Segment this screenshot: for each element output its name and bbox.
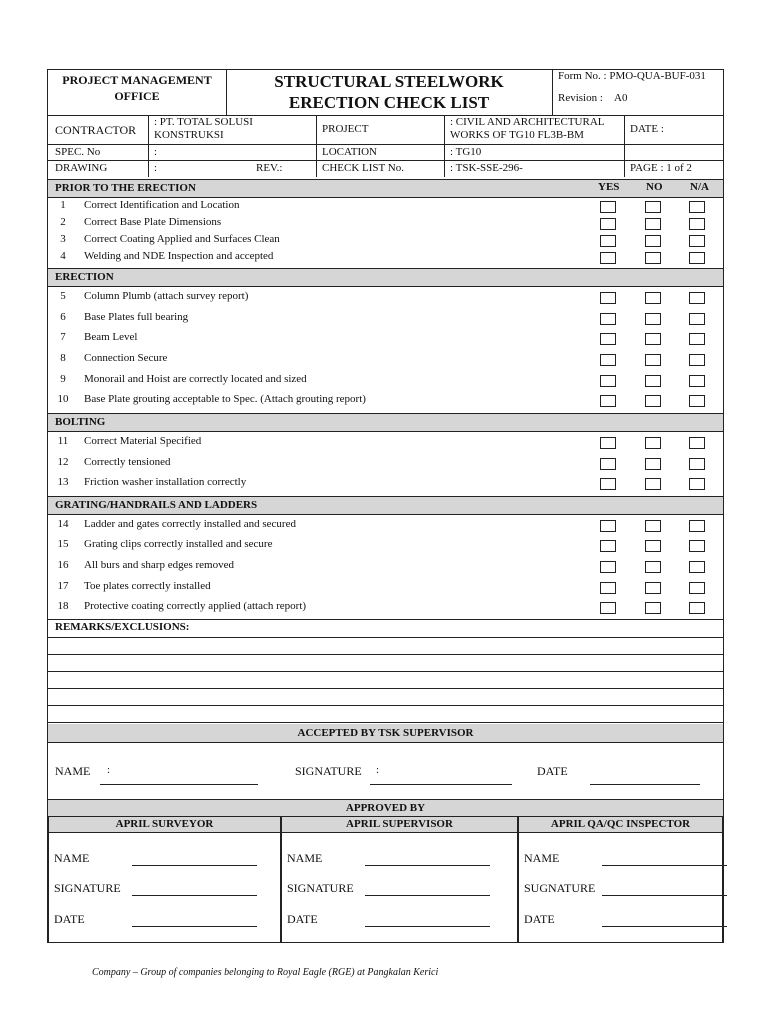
checkbox-no[interactable] bbox=[645, 540, 661, 552]
item-number: 11 bbox=[57, 435, 69, 447]
approver-name-field[interactable] bbox=[602, 853, 727, 866]
item-number: 9 bbox=[60, 373, 66, 385]
item-number: 3 bbox=[60, 233, 66, 245]
checkbox-no[interactable] bbox=[645, 437, 661, 449]
checklist-item bbox=[48, 476, 723, 493]
location-value: : TG10 bbox=[450, 146, 482, 158]
checkbox-na[interactable] bbox=[689, 252, 705, 264]
checkbox-na[interactable] bbox=[689, 478, 705, 490]
item-number: 2 bbox=[60, 216, 66, 228]
checkbox-yes[interactable] bbox=[600, 458, 616, 470]
checkbox-yes[interactable] bbox=[600, 252, 616, 264]
checkbox-na[interactable] bbox=[689, 354, 705, 366]
checkbox-yes[interactable] bbox=[600, 437, 616, 449]
checkbox-na[interactable] bbox=[689, 520, 705, 532]
checkbox-na[interactable] bbox=[689, 540, 705, 552]
approver-date-label: DATE bbox=[287, 912, 318, 926]
checkbox-yes[interactable] bbox=[600, 540, 616, 552]
checkbox-na[interactable] bbox=[689, 333, 705, 345]
revision-label: Revision : bbox=[558, 92, 603, 104]
approver-date-label: DATE bbox=[524, 912, 555, 926]
accepted-signature-label: SIGNATURE bbox=[295, 764, 362, 778]
accepted-date-field[interactable] bbox=[590, 772, 700, 785]
remarks-label: REMARKS/EXCLUSIONS: bbox=[55, 621, 190, 633]
checkbox-yes[interactable] bbox=[600, 561, 616, 573]
rev-label: REV.: bbox=[256, 162, 283, 174]
checkbox-no[interactable] bbox=[645, 313, 661, 325]
checkbox-yes[interactable] bbox=[600, 602, 616, 614]
approved-title: APPROVED BY bbox=[48, 799, 723, 816]
contractor-value: : PT. TOTAL SOLUSI KONSTRUKSI bbox=[154, 116, 253, 141]
checkbox-na[interactable] bbox=[689, 375, 705, 387]
checkbox-na[interactable] bbox=[689, 561, 705, 573]
checkbox-na[interactable] bbox=[689, 437, 705, 449]
col-no: NO bbox=[646, 181, 663, 193]
checkbox-no[interactable] bbox=[645, 333, 661, 345]
checklist-item bbox=[48, 352, 723, 369]
checkbox-yes[interactable] bbox=[600, 201, 616, 213]
drawing-value: : bbox=[154, 162, 158, 174]
checklist-item bbox=[48, 393, 723, 410]
accepted-signature-field[interactable] bbox=[370, 772, 512, 785]
checklist-item bbox=[48, 311, 723, 328]
checkbox-na[interactable] bbox=[689, 313, 705, 325]
item-number: 12 bbox=[57, 456, 69, 468]
approver-name-field[interactable] bbox=[132, 853, 257, 866]
item-number: 17 bbox=[57, 580, 69, 592]
checkbox-yes[interactable] bbox=[600, 218, 616, 230]
checklist-item bbox=[48, 331, 723, 348]
col-yes: YES bbox=[598, 181, 620, 193]
item-text: Correctly tensioned bbox=[84, 456, 171, 468]
page-label: PAGE : 1 of 2 bbox=[630, 162, 692, 174]
approver-date-field[interactable] bbox=[365, 914, 490, 927]
checklist-value: : TSK-SSE-296- bbox=[450, 162, 523, 174]
approver-heading: APRIL SUPERVISOR bbox=[282, 817, 517, 833]
item-number: 6 bbox=[60, 311, 66, 323]
drawing-label: DRAWING bbox=[55, 162, 108, 174]
contractor-label: CONTRACTOR bbox=[55, 123, 137, 137]
office-title: PROJECT MANAGEMENT OFFICE bbox=[62, 73, 212, 103]
section-header: GRATING/HANDRAILS AND LADDERS bbox=[48, 496, 723, 515]
checklist-item bbox=[48, 250, 723, 267]
item-number: 7 bbox=[60, 331, 66, 343]
checkbox-yes[interactable] bbox=[600, 313, 616, 325]
item-text: Correct Coating Applied and Surfaces Clean bbox=[84, 233, 280, 245]
checkbox-na[interactable] bbox=[689, 602, 705, 614]
spec-label: SPEC. No bbox=[55, 146, 101, 158]
checkbox-no[interactable] bbox=[645, 520, 661, 532]
item-text: Connection Secure bbox=[84, 352, 168, 364]
project-value: : CIVIL AND ARCHITECTURAL WORKS OF TG10 FL3B-BM bbox=[450, 116, 605, 141]
section-header: ERECTION bbox=[48, 268, 723, 287]
item-text: Monorail and Hoist are correctly located and sized bbox=[84, 373, 307, 385]
item-text: Column Plumb (attach survey report) bbox=[84, 290, 249, 302]
accepted-name-colon: : bbox=[107, 764, 111, 776]
item-number: 13 bbox=[57, 476, 69, 488]
item-text: Base Plate grouting acceptable to Spec. (Attach grouting report) bbox=[84, 393, 366, 405]
item-number: 4 bbox=[60, 250, 66, 262]
checklist-item bbox=[48, 600, 723, 617]
checkbox-yes[interactable] bbox=[600, 478, 616, 490]
checkbox-no[interactable] bbox=[645, 458, 661, 470]
checkbox-yes[interactable] bbox=[600, 582, 616, 594]
item-number: 15 bbox=[57, 538, 69, 550]
revision-value: A0 bbox=[614, 92, 628, 104]
approver-name-label: NAME bbox=[524, 851, 560, 865]
approver-date-field[interactable] bbox=[602, 914, 727, 927]
checkbox-no[interactable] bbox=[645, 582, 661, 594]
checkbox-no[interactable] bbox=[645, 218, 661, 230]
checklist-item bbox=[48, 518, 723, 535]
project-label: PROJECT bbox=[322, 123, 369, 135]
checkbox-na[interactable] bbox=[689, 395, 705, 407]
checkbox-no[interactable] bbox=[645, 561, 661, 573]
checklist-item bbox=[48, 538, 723, 555]
item-text: Correct Base Plate Dimensions bbox=[84, 216, 222, 228]
item-number: 16 bbox=[57, 559, 69, 571]
item-text: Protective coating correctly applied (attach report) bbox=[84, 600, 307, 612]
checkbox-na[interactable] bbox=[689, 458, 705, 470]
checklist-item bbox=[48, 290, 723, 307]
checklist-item bbox=[48, 373, 723, 390]
checkbox-no[interactable] bbox=[645, 201, 661, 213]
item-number: 5 bbox=[60, 290, 66, 302]
checklist-label: CHECK LIST No. bbox=[322, 162, 404, 174]
checkbox-no[interactable] bbox=[645, 375, 661, 387]
approver-signature-field[interactable] bbox=[602, 883, 727, 896]
checklist-item bbox=[48, 559, 723, 576]
item-text: Correct Material Specified bbox=[84, 435, 202, 447]
item-text: Welding and NDE Inspection and accepted bbox=[84, 250, 274, 262]
checkbox-no[interactable] bbox=[645, 235, 661, 247]
approver-signature-field[interactable] bbox=[132, 883, 257, 896]
checkbox-no[interactable] bbox=[645, 395, 661, 407]
checklist-item bbox=[48, 456, 723, 473]
approver-signature-field[interactable] bbox=[365, 883, 490, 896]
checkbox-na[interactable] bbox=[689, 582, 705, 594]
checkbox-yes[interactable] bbox=[600, 520, 616, 532]
accepted-title: ACCEPTED BY TSK SUPERVISOR bbox=[48, 724, 723, 743]
item-number: 10 bbox=[57, 393, 69, 405]
item-text: Ladder and gates correctly installed and secured bbox=[84, 518, 296, 530]
checkbox-yes[interactable] bbox=[600, 395, 616, 407]
checkbox-yes[interactable] bbox=[600, 354, 616, 366]
checklist-item bbox=[48, 580, 723, 597]
checklist-item bbox=[48, 233, 723, 250]
checkbox-yes[interactable] bbox=[600, 375, 616, 387]
approver-heading: APRIL SURVEYOR bbox=[49, 817, 280, 833]
checkbox-yes[interactable] bbox=[600, 292, 616, 304]
section-header: BOLTING bbox=[48, 413, 723, 432]
item-text: All burs and sharp edges removed bbox=[84, 559, 234, 571]
checkbox-yes[interactable] bbox=[600, 235, 616, 247]
checkbox-na[interactable] bbox=[689, 218, 705, 230]
approver-name-label: NAME bbox=[54, 851, 90, 865]
item-text: Grating clips correctly installed and secure bbox=[84, 538, 273, 550]
approver-signature-label: SIGNATURE bbox=[287, 881, 354, 895]
section-header: PRIOR TO THE ERECTION bbox=[48, 179, 723, 198]
item-text: Correct Identification and Location bbox=[84, 199, 240, 211]
checkbox-no[interactable] bbox=[645, 602, 661, 614]
approver-signature-label: SIGNATURE bbox=[54, 881, 121, 895]
accepted-date-label: DATE bbox=[537, 764, 568, 778]
approver-name-field[interactable] bbox=[365, 853, 490, 866]
form-title-line1: STRUCTURAL STEELWORK bbox=[274, 72, 504, 91]
approver-date-label: DATE bbox=[54, 912, 85, 926]
accepted-name-label: NAME bbox=[55, 764, 91, 778]
item-text: Toe plates correctly installed bbox=[84, 580, 211, 592]
item-text: Beam Level bbox=[84, 331, 138, 343]
checkbox-no[interactable] bbox=[645, 354, 661, 366]
form-title-line2: ERECTION CHECK LIST bbox=[288, 93, 490, 112]
item-number: 8 bbox=[60, 352, 66, 364]
checkbox-na[interactable] bbox=[689, 201, 705, 213]
footer-note: Company – Group of companies belonging to Royal Eagle (RGE) at Pangkalan Kerici bbox=[92, 967, 439, 978]
accepted-signature-colon: : bbox=[376, 764, 380, 776]
checklist-item bbox=[48, 199, 723, 216]
col-na: N/A bbox=[690, 181, 709, 193]
form-number: Form No. : PMO-QUA-BUF-031 bbox=[558, 70, 706, 82]
item-number: 14 bbox=[57, 518, 69, 530]
checkbox-na[interactable] bbox=[689, 292, 705, 304]
spec-value: : bbox=[154, 146, 158, 158]
date-label: DATE : bbox=[630, 123, 664, 135]
checklist-item bbox=[48, 435, 723, 452]
checkbox-na[interactable] bbox=[689, 235, 705, 247]
approver-name-label: NAME bbox=[287, 851, 323, 865]
item-text: Friction washer installation correctly bbox=[84, 476, 247, 488]
checkbox-no[interactable] bbox=[645, 478, 661, 490]
item-number: 1 bbox=[60, 199, 66, 211]
location-label: LOCATION bbox=[322, 146, 377, 158]
approver-heading: APRIL QA/QC INSPECTOR bbox=[519, 817, 722, 833]
checkbox-no[interactable] bbox=[645, 252, 661, 264]
approver-date-field[interactable] bbox=[132, 914, 257, 927]
item-number: 18 bbox=[57, 600, 69, 612]
accepted-name-field[interactable] bbox=[100, 772, 258, 785]
approver-signature-label: SUGNATURE bbox=[524, 881, 596, 895]
checkbox-no[interactable] bbox=[645, 292, 661, 304]
checklist-item bbox=[48, 216, 723, 233]
checkbox-yes[interactable] bbox=[600, 333, 616, 345]
item-text: Base Plates full bearing bbox=[84, 311, 189, 323]
